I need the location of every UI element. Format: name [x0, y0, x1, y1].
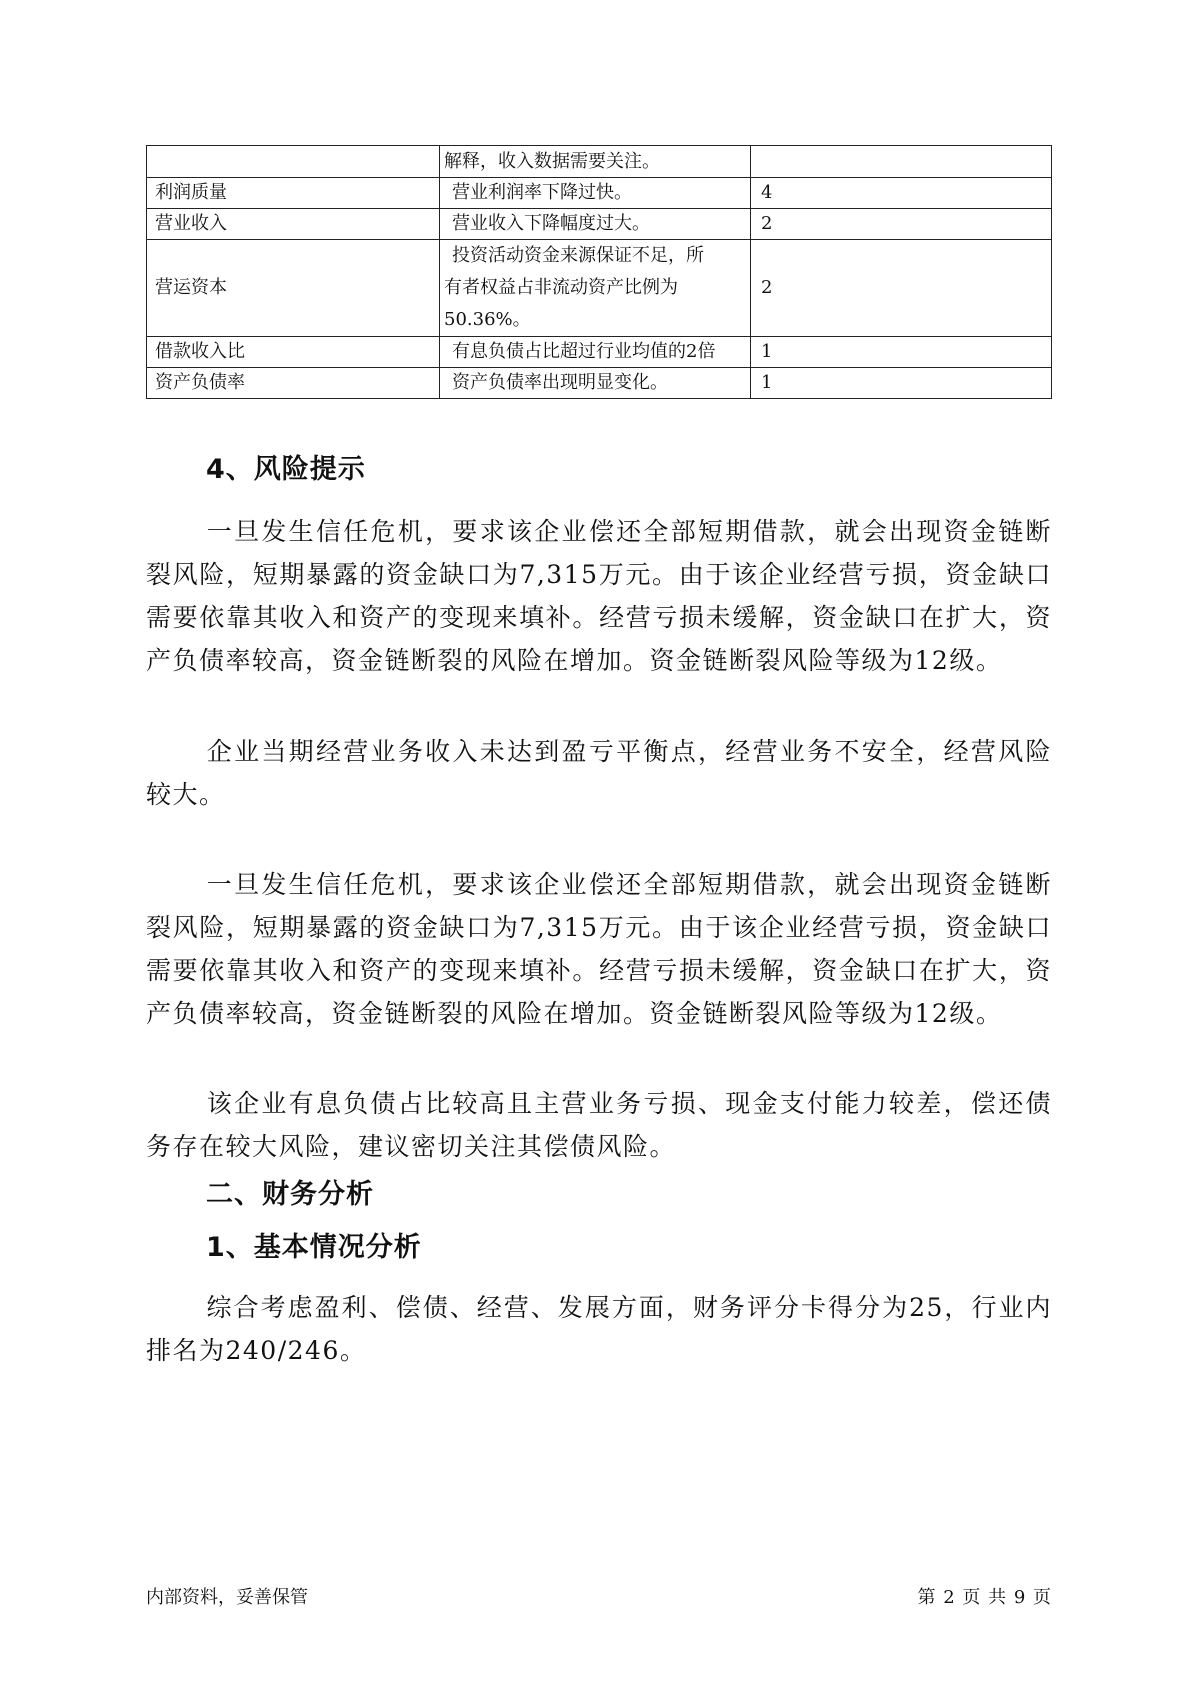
table-cell-item: 资产负债率	[147, 368, 440, 399]
table-row	[147, 209, 1052, 240]
footer-page-number: 第 2 页 共 9 页	[917, 1587, 1052, 1608]
section-heading-risk: 4、风险提示	[206, 454, 366, 485]
table-cell-item: 营运资本	[147, 240, 440, 337]
subsection-heading-basic: 1、基本情况分析	[206, 1232, 422, 1263]
risk-paragraph	[146, 1082, 1052, 1168]
table-cell-level: 2	[751, 209, 1052, 240]
desc-line: 有者权益占非流动资产比例为	[444, 277, 678, 298]
table-row	[147, 178, 1052, 209]
paragraph-text: 综合考虑盈利、偿债、经营、发展方面，财务评分卡得分为25，行业内排名为240/246。	[146, 1293, 1052, 1365]
desc-line: 投资活动资金来源保证不足，所	[452, 245, 704, 266]
section-heading-finance: 二、财务分析	[206, 1179, 374, 1210]
table-cell-desc	[440, 240, 751, 337]
risk-table	[146, 145, 1052, 399]
table-row	[147, 146, 1052, 178]
paragraph-text: 一旦发生信任危机，要求该企业偿还全部短期借款，就会出现资金链断裂风险，短期暴露的资金缺口为7,315万元。由于该企业经营亏损，资金缺口需要依靠其收入和资产的变现来填补。经营亏损未缓解，资金缺口在扩大，资产负债率较高，资金链断裂的风险在增加。资金链断裂风险等级为12级。	[146, 870, 1052, 1028]
table-cell-item: 借款收入比	[147, 337, 440, 368]
risk-paragraph	[146, 510, 1052, 682]
table-row	[147, 240, 1052, 337]
risk-paragraph	[146, 863, 1052, 1035]
paragraph-text: 一旦发生信任危机，要求该企业偿还全部短期借款，就会出现资金链断裂风险，短期暴露的资金缺口为7,315万元。由于该企业经营亏损，资金缺口需要依靠其收入和资产的变现来填补。经营亏损未缓解，资金缺口在扩大，资产负债率较高，资金链断裂的风险在增加。资金链断裂风险等级为12级。	[146, 517, 1052, 675]
table-cell-item: 营业收入	[147, 209, 440, 240]
table-cell-level: 2	[751, 240, 1052, 337]
table-cell-desc: 有息负债占比超过行业均值的2倍	[440, 337, 751, 368]
desc-line: 50.36%。	[444, 309, 531, 330]
table-cell-item	[147, 146, 440, 178]
table-cell-level: 4	[751, 178, 1052, 209]
table-cell-level: 1	[751, 337, 1052, 368]
paragraph-text: 企业当期经营业务收入未达到盈亏平衡点，经营业务不安全，经营风险较大。	[146, 737, 1052, 809]
footer-confidential: 内部资料，妥善保管	[146, 1587, 308, 1608]
table-cell-desc: 资产负债率出现明显变化。	[440, 368, 751, 399]
table-cell-level: 1	[751, 368, 1052, 399]
table-cell-item: 利润质量	[147, 178, 440, 209]
table-cell-desc: 解释，收入数据需要关注。	[440, 146, 751, 178]
table-cell-level	[751, 146, 1052, 178]
table-row	[147, 368, 1052, 399]
risk-paragraph	[146, 730, 1052, 816]
table-cell-desc: 营业收入下降幅度过大。	[440, 209, 751, 240]
paragraph-text: 该企业有息负债占比较高且主营业务亏损、现金支付能力较差，偿还债务存在较大风险，建议密切关注其偿债风险。	[146, 1089, 1052, 1161]
table-row	[147, 337, 1052, 368]
finance-paragraph	[146, 1286, 1052, 1372]
table-cell-desc: 营业利润率下降过快。	[440, 178, 751, 209]
